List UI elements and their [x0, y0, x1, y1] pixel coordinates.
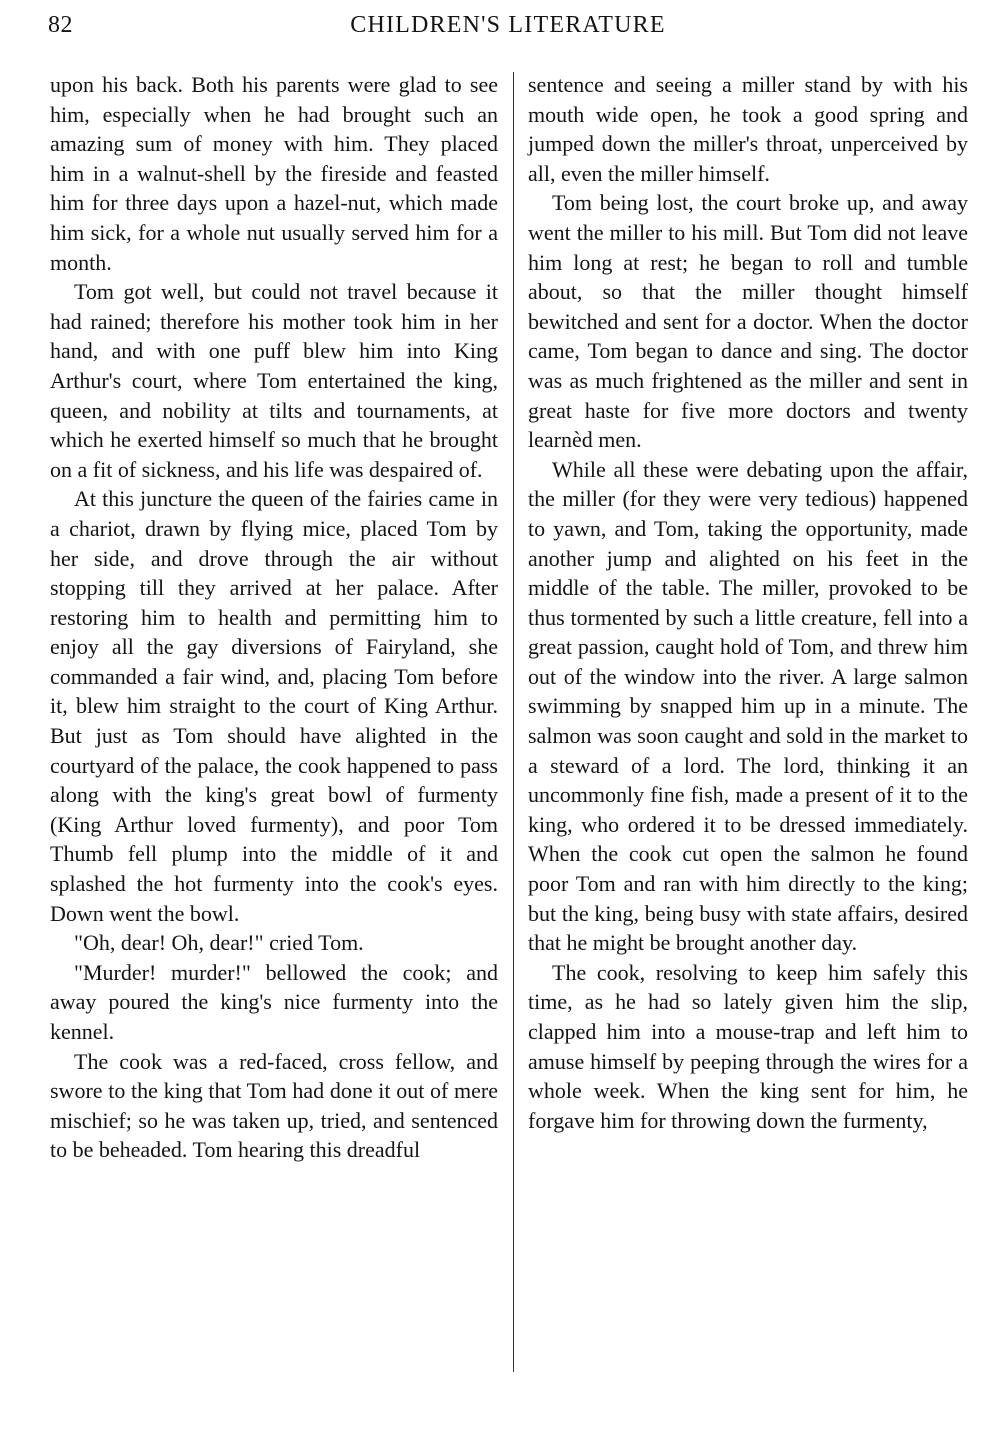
paragraph: Tom got well, but could not travel because it had rained; therefore his mother took him in her hand, and with one puff blew him into King Arthur's court, where Tom entertained the king, queen, and nobility at tilts and tournaments, at which he exerted himself so much that he brought on a fit of sickness, and his life was despaired of.: [50, 279, 498, 482]
paragraph: Tom being lost, the court broke up, and away went the miller to his mill. But Tom did not leave him long at rest; he began to roll and tumble about, so that the miller thought himself bewitched and sent for a doctor. When the doctor came, Tom began to dance and sing. The doctor was as much frightened as the miller and sent in great haste for five more doctors and twenty learnèd men.: [528, 190, 968, 453]
paragraph: The cook, resolving to keep him safely this time, as he had so lately given him the slip, clapped him into a mouse-trap and left him to amuse himself by peeping through the wires for a whole week. When the king sent for him, he forgave him for throwing down the furmenty,: [528, 959, 968, 1133]
paragraph: At this juncture the queen of the fairies came in a chariot, drawn by flying mice, placed Tom by her side, and drove through the air without stopping till they arrived at her palace. After restoring him to health and permitting him to enjoy all the gay diversions of Fairyland, she commanded a fair wind, and, placing Tom before it, blew him straight to the court of King Arthur. But just as Tom should have alighted in the courtyard of the palace, the cook happened to pass along with the king's great bowl of furmenty (King Arthur loved furmenty), and poor Tom Thumb fell plump into the middle of it and splashed the hot furmenty into the cook's eyes. Down went the bowl.: [50, 486, 498, 926]
paragraph: The cook was a red-faced, cross fellow, and swore to the king that Tom had done it out of mere mischief; so he was taken up, tried, and sentenced to be beheaded. Tom hearing this dreadful: [50, 1048, 498, 1163]
running-title: CHILDREN'S LITERATURE: [350, 12, 666, 38]
left-column: [50, 70, 498, 1165]
column-divider: [513, 72, 514, 1372]
paragraph: While all these were debating upon the affair, the miller (for they were very tedious) happened to yawn, and Tom, taking the opportunity, made another jump and alighted on his feet in the middle of the table. The miller, provoked to be thus tormented by such a little creature, fell into a great passion, caught hold of Tom, and threw him out of the window into the river. A large salmon swimming by snapped him up in a minute. The salmon was soon caught and sold in the market to a steward of a lord. The lord, thinking it an uncommonly fine fish, made a present of it to the king, who ordered it to be dressed immediately. When the cook cut open the salmon he found poor Tom and ran with him directly to the king; but the king, being busy with state affairs, desired that he might be brought another day.: [528, 456, 968, 956]
paragraph: "Murder! murder!" bellowed the cook; and away poured the king's nice furmenty into the kennel.: [50, 959, 498, 1044]
paragraph: upon his back. Both his parents were glad to see him, especially when he had brought such an amazing sum of money with him. They placed him in a walnut-shell by the fireside and feasted him for three days upon a hazel-nut, which made him sick, for a whole nut usually served him for a month.: [50, 72, 498, 275]
right-column: [528, 70, 968, 1135]
paragraph: sentence and seeing a miller stand by with his mouth wide open, he took a good spring and jumped down the miller's throat, unperceived by all, even the miller himself.: [528, 72, 968, 186]
paragraph: "Oh, dear! Oh, dear!" cried Tom.: [74, 930, 364, 956]
page-number: 82: [48, 12, 73, 38]
page-header: [48, 12, 968, 46]
